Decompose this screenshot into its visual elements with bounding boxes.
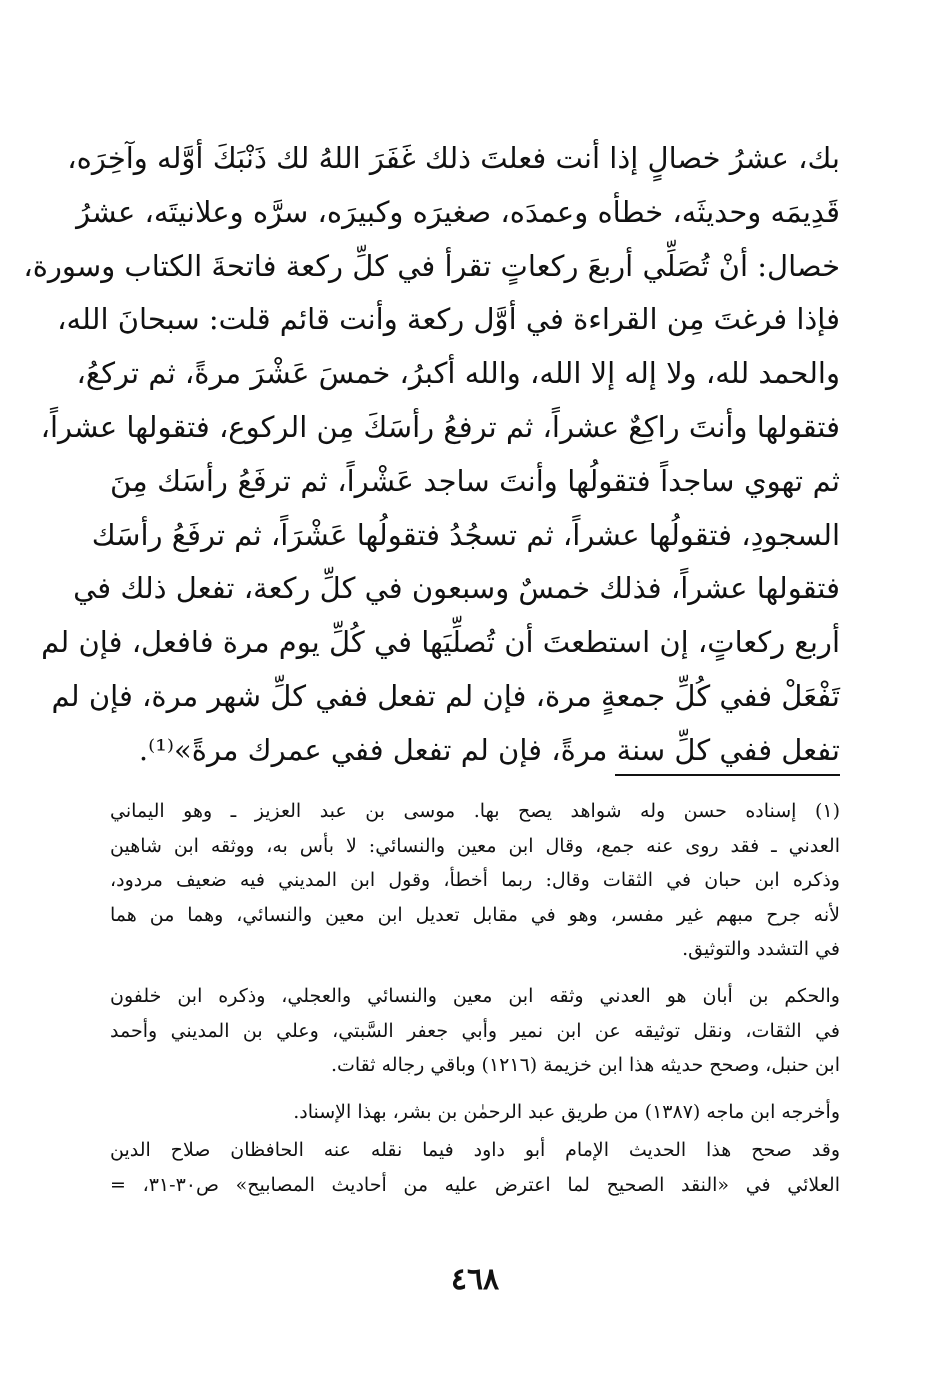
main-text-line: ثم تهوي ساجداً فتقولُها وأنتَ ساجد عَشْراً، ثم ترفَعُ رأسَك مِنَ bbox=[110, 463, 840, 498]
main-text-line: والحمد لله، ولا إله إلا الله، والله أكبرُ، خمسَ عَشْرَ مرةً، ثم تركعُ، bbox=[76, 356, 840, 391]
footnote-line: والحكم بن أبان هو العدني وثقه ابن معين والنسائي والعجلي، وذكره ابن خلفون bbox=[110, 984, 840, 1007]
footnote-paragraph bbox=[110, 794, 840, 967]
main-text-block bbox=[23, 132, 840, 778]
footnote-paragraph bbox=[110, 1133, 840, 1202]
page-number: ٤٦٨ bbox=[450, 1262, 500, 1297]
footnote-line: لأنه جرح مبهم غير مفسر، وهو في مقابل تعديل ابن معين والنسائي، وهما من هما bbox=[110, 903, 840, 926]
footnote-line: ابن حنبل، وصحح حديثه هذا ابن خزيمة (١٢١٦) وباقي رجاله ثقات. bbox=[330, 1054, 840, 1077]
main-text-line: تفعل ففي كلِّ سنة مرةً، فإن لم تفعل ففي عمرك مرةً»⁽¹⁾. bbox=[138, 732, 840, 767]
footnote-line: وذكره ابن حبان في الثقات وقال: ربما أخطأ، وقول ابن المديني فيه ضعيف مردود، bbox=[110, 869, 840, 892]
footnote-line: في التشدد والتوثيق. bbox=[682, 938, 840, 961]
footnote-line: وأخرجه ابن ماجه (١٣٨٧) من طريق عبد الرحمٰن بن بشر، بهذا الإسناد. bbox=[293, 1100, 840, 1123]
footnote-separator bbox=[615, 774, 840, 776]
main-text-line: فإذا فرغتَ مِن القراءة في أوَّل ركعة وأنت قائم قلت: سبحانَ الله، bbox=[57, 302, 840, 337]
footnote-line: (١) إسناده حسن وله شواهد يصح بها. موسى بن عبد العزيز ـ وهو اليماني bbox=[110, 800, 840, 822]
main-text-line: فتقولها وأنتَ راكِعٌ عشراً، ثم ترفعُ رأسَكَ مِن الركوع، فتقولها عشراً، bbox=[40, 409, 840, 444]
footnote-line: وقد صحح هذا الحديث الإمام أبو داود فيما نقله عنه الحافظان صلاح الدين bbox=[110, 1139, 840, 1162]
main-text-line: بك، عشرُ خصالٍ إذا أنت فعلتَ ذلك غَفَرَ اللهُ لك ذَنْبَكَ أوَّله وآخِرَه، bbox=[67, 141, 840, 175]
footnotes-block bbox=[110, 794, 840, 1203]
main-text-line: خصال: أنْ تُصَلِّي أربعَ ركعاتٍ تقرأ في كلِّ ركعة فاتحةَ الكتاب وسورة، bbox=[23, 248, 840, 283]
footnote-paragraph bbox=[110, 1095, 840, 1130]
main-text-line: أربع ركعاتٍ، إن استطعتَ أن تُصلِّيَها في كُلِّ يوم مرة فافعل، فإن لم bbox=[41, 625, 840, 660]
footnote-line: في الثقات، ونقل توثيقه عن ابن نمير وأبي جعفر السَّبتي، وعلي بن المديني وأحمد bbox=[110, 1019, 840, 1042]
main-text-line: فتقولها عشراً، فذلك خمسٌ وسبعون في كلِّ ركعة، تفعل ذلك في bbox=[73, 571, 840, 606]
main-text-line: قَدِيمَه وحديثَه، خطأه وعمدَه، صغيرَه وكبيرَه، سرَّه وعلانيتَه، عشرُ bbox=[76, 194, 840, 229]
main-text-line: السجودِ، فتقولُها عشراً، ثم تسجُدُ فتقولُها عَشْرَاً، ثم ترفَعُ رأسَك bbox=[91, 517, 840, 552]
footnote-paragraph bbox=[110, 979, 840, 1083]
footnote-line: العدني ـ فقد روى عنه جمع، وقال ابن معين والنسائي: لا بأس به، ووثقه ابن شاهين bbox=[110, 834, 840, 857]
footnote-line: العلائي في «النقد الصحيح لما اعترض عليه من أحاديث المصابيح» ص٣٠-٣١، = bbox=[110, 1173, 840, 1196]
main-text-line: تَفْعَلْ ففي كُلِّ جمعةٍ مرة، فإن لم تفعل ففي كلِّ شهر مرة، فإن لم bbox=[51, 678, 840, 713]
